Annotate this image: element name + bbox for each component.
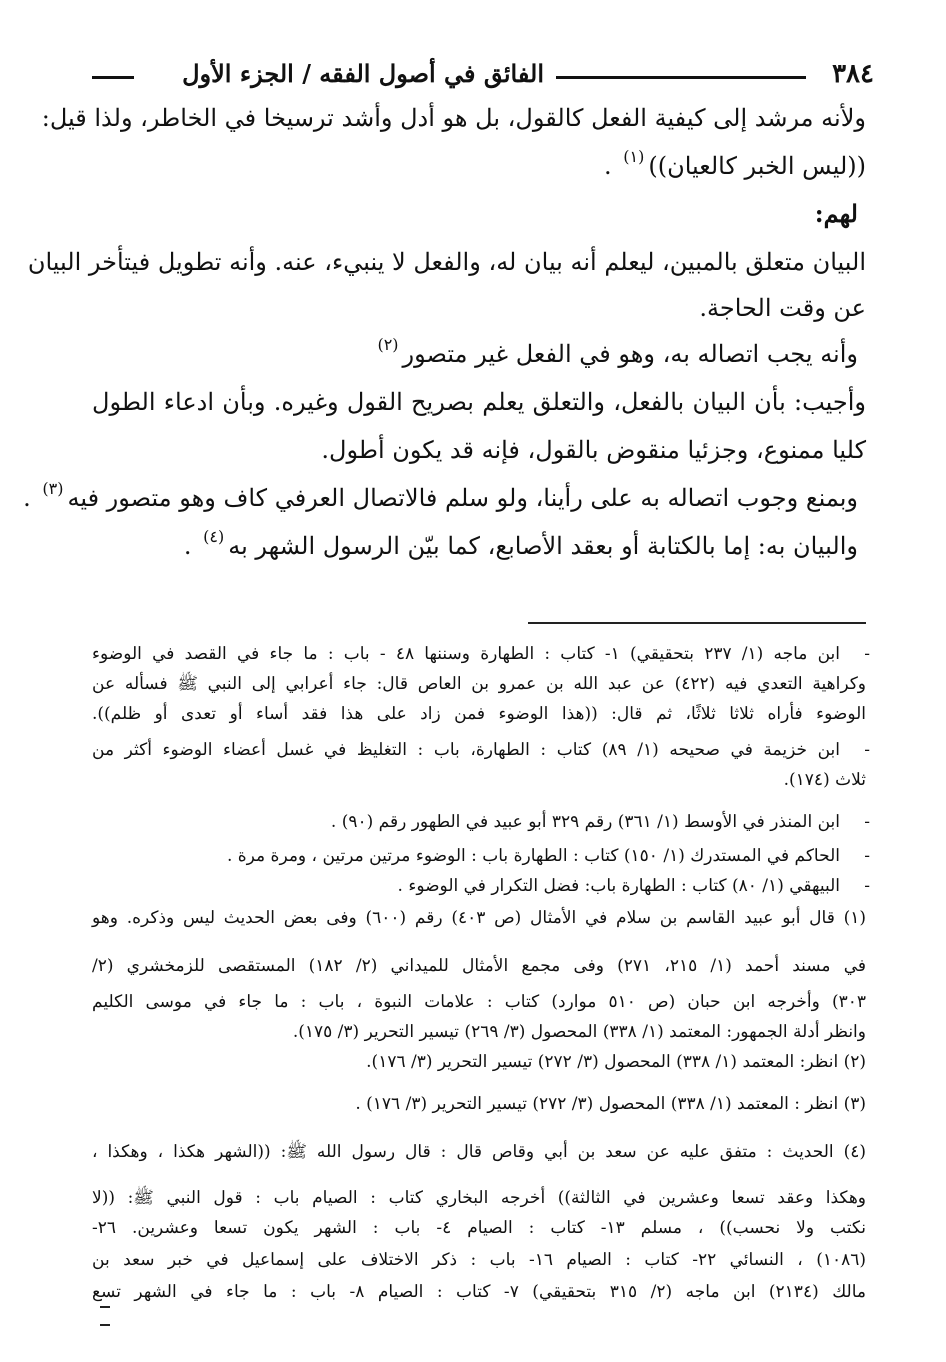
footnote-line: (١٠٨٦) ، النسائي ٢٢- كتاب : الصيام ١٦- باب : ذكر الاختلاف على إسماعيل في خبر سعد بن xyxy=(92,1250,866,1270)
body-line: البيان متعلق بالمبين، ليعلم أنه بيان له، والفعل لا ينبيء، عنه. وأنه تطويل فيتأخر البيان xyxy=(27,248,866,276)
footnote-line: (٣) انظر : المعتمد (١/ ٣٣٨) المحصول (٣/ ٢٧٢) تيسير التحرير (٣/ ١٧٦) . xyxy=(355,1094,866,1114)
footnote-line: وانظر أدلة الجمهور: المعتمد (١/ ٣٣٨) المحصول (٣/ ٢٦٩) تيسير التحرير (٣/ ١٧٥). xyxy=(292,1022,866,1042)
footnote-ref: (١) xyxy=(623,147,645,166)
page-number: ٣٨٤ xyxy=(832,59,874,89)
footnote-line: - الحاكم في المستدرك (١/ ١٥٠) كتاب : الطهارة باب : الوضوء مرتين مرتين ، ومرة مرة . xyxy=(226,846,870,866)
body-text: والبيان به: إما بالكتابة أو بعقد الأصابع، كما بيّن الرسول الشهر به xyxy=(228,532,858,560)
body-line xyxy=(92,334,858,377)
body-line: كليا ممنوع، وجزئيا منقوض بالقول، فإنه قد يكون أطول. xyxy=(321,436,866,464)
body-line: عن وقت الحاجة. xyxy=(699,294,866,322)
footnote-text: ابن ماجه (١/ ٢٣٧ بتحقيقي) ١- كتاب : الطهارة وسننها ٤٨ - باب : ما جاء في القصد في الوضوء xyxy=(92,644,841,664)
footnote-text: ابن خزيمة في صحيحه (١/ ٨٩) كتاب : الطهارة، باب : التغليظ في غسل أعضاء الوضوء أكثر من xyxy=(92,740,840,760)
running-title: الفائق في أصول الفقه / الجزء الأول xyxy=(182,59,544,88)
footnote-line: - ابن خزيمة في صحيحه (١/ ٨٩) كتاب : الطهارة، باب : التغليظ في غسل أعضاء الوضوء أكثر من xyxy=(92,740,870,760)
quote-text: ((ليس الخبر كالعيان)) xyxy=(648,152,866,180)
body-line: والبيان به: إما بالكتابة أو بعقد الأصابع، كما بيّن الرسول الشهر به$^{(٤)}$ . xyxy=(183,527,858,560)
footnote-line: - ابن المنذر في الأوسط (١/ ٣٦١) رقم ٣٢٩ أبو عبيد في الطهور رقم (٩٠) . xyxy=(330,812,870,832)
footnote-line: وهكذا وعقد تسعا وعشرين في الثالثة)) أخرجه البخاري كتاب : الصيام باب : قول النبي ﷺ: ((لا xyxy=(92,1188,866,1208)
page-header xyxy=(92,54,874,94)
body-line: ((ليس الخبر كالعيان))$^{(١)}$ . xyxy=(604,147,866,180)
body-line: وأجيب: بأن البيان بالفعل، والتعلق يعلم بصريح القول وغيره. وبأن ادعاء الطول xyxy=(92,388,866,416)
body-line: وبمنع وجوب اتصاله به على رأينا، ولو سلم فالاتصال العرفي كاف وهو متصور فيه$^{(٣)}$ . xyxy=(23,479,858,512)
footnote-line: في مسند أحمد (١/ ٢١٥، ٢٧١) وفى مجمع الأمثال للميداني (٢/ ١٨٢) المستقصى للزمخشري (٢/ xyxy=(92,956,866,976)
header-rule-left xyxy=(92,76,134,79)
footnote-ref: (٣) xyxy=(42,479,64,498)
footnote-line: ٣٠٣) وأخرجه ابن حبان (ص ٥١٠ موارد) كتاب : علامات النبوة ، باب : ما جاء في موسى الكليم xyxy=(92,992,866,1012)
footnote-text: البيهقي (١/ ٨٠) كتاب : الطهارة باب: فضل التكرار في الوضوء . xyxy=(397,876,840,896)
footnote-line: وكراهية التعدي فيه (٤٢٢) عن عبد الله بن عمرو بن العاص قال: جاء أعرابي إلى النبي ﷺ فسأله عن xyxy=(92,674,866,694)
body-line: ولأنه مرشد إلى كيفية الفعل كالقول، بل هو أدل وأشد ترسيخا في الخاطر، ولذا قيل: xyxy=(41,104,866,132)
footnote-line: (٢) انظر: المعتمد (١/ ٣٣٨) المحصول (٣/ ٢٧٢) تيسير التحرير (٣/ ١٧٦). xyxy=(366,1052,866,1072)
section-heading: لهم: xyxy=(814,199,858,228)
footnote-line: - ابن ماجه (١/ ٢٣٧ بتحقيقي) ١- كتاب : الطهارة وسننها ٤٨ - باب : ما جاء في القصد في الوضوء xyxy=(92,644,870,664)
footnote-line: الوضوء فأراه ثلاثا ثلاثًا، ثم قال: ((هذا الوضوء فمن زاد على هذا فقد أساء أو تعدى أو ظلم)). xyxy=(92,704,866,724)
footnote-line: - البيهقي (١/ ٨٠) كتاب : الطهارة باب: فضل التكرار في الوضوء . xyxy=(397,876,870,896)
footnote-line: (٤) الحديث : متفق عليه عن سعد بن أبي وقاص قال : قال رسول الله ﷺ: ((الشهر هكذا ، وهكذا ، xyxy=(92,1142,866,1162)
footnote-ref: (٢) xyxy=(377,335,399,354)
footnote-ref: (٤) xyxy=(203,527,225,546)
footnote-text: الحاكم في المستدرك (١/ ١٥٠) كتاب : الطهارة باب : الوضوء مرتين مرتين ، ومرة مرة . xyxy=(226,846,840,866)
footnote-line: نكتب ولا نحسب)) ، مسلم ١٣- كتاب : الصيام ٤- باب : الشهر يكون تسعا وعشرين. ٢٦- xyxy=(92,1218,867,1238)
continuation-mark xyxy=(100,1306,110,1326)
body-text: وأنه يجب اتصاله به، وهو في الفعل غير متصور xyxy=(402,340,858,368)
header-rule-right xyxy=(556,76,806,79)
footnote-line: مالك (٢١٣٤) ابن ماجه (٢/ ٣١٥ بتحقيقي) ٧- كتاب : الصيام ٨- باب : ما جاء في الشهر تسع xyxy=(92,1282,866,1302)
footnote-separator xyxy=(528,622,866,624)
body-text: وبمنع وجوب اتصاله به على رأينا، ولو سلم فالاتصال العرفي كاف وهو متصور فيه xyxy=(67,484,858,512)
footnote-text: ابن المنذر في الأوسط (١/ ٣٦١) رقم ٣٢٩ أبو عبيد في الطهور رقم (٩٠) . xyxy=(330,812,840,832)
footnote-line: ثلاث (١٧٤). xyxy=(783,770,866,790)
footnote-line: (١) قال أبو عبيد القاسم بن سلام في الأمثال (ص ٤٠٣) رقم (٦٠٠) وفى بعض الحديث ليس وذكره. وهو xyxy=(92,908,867,928)
